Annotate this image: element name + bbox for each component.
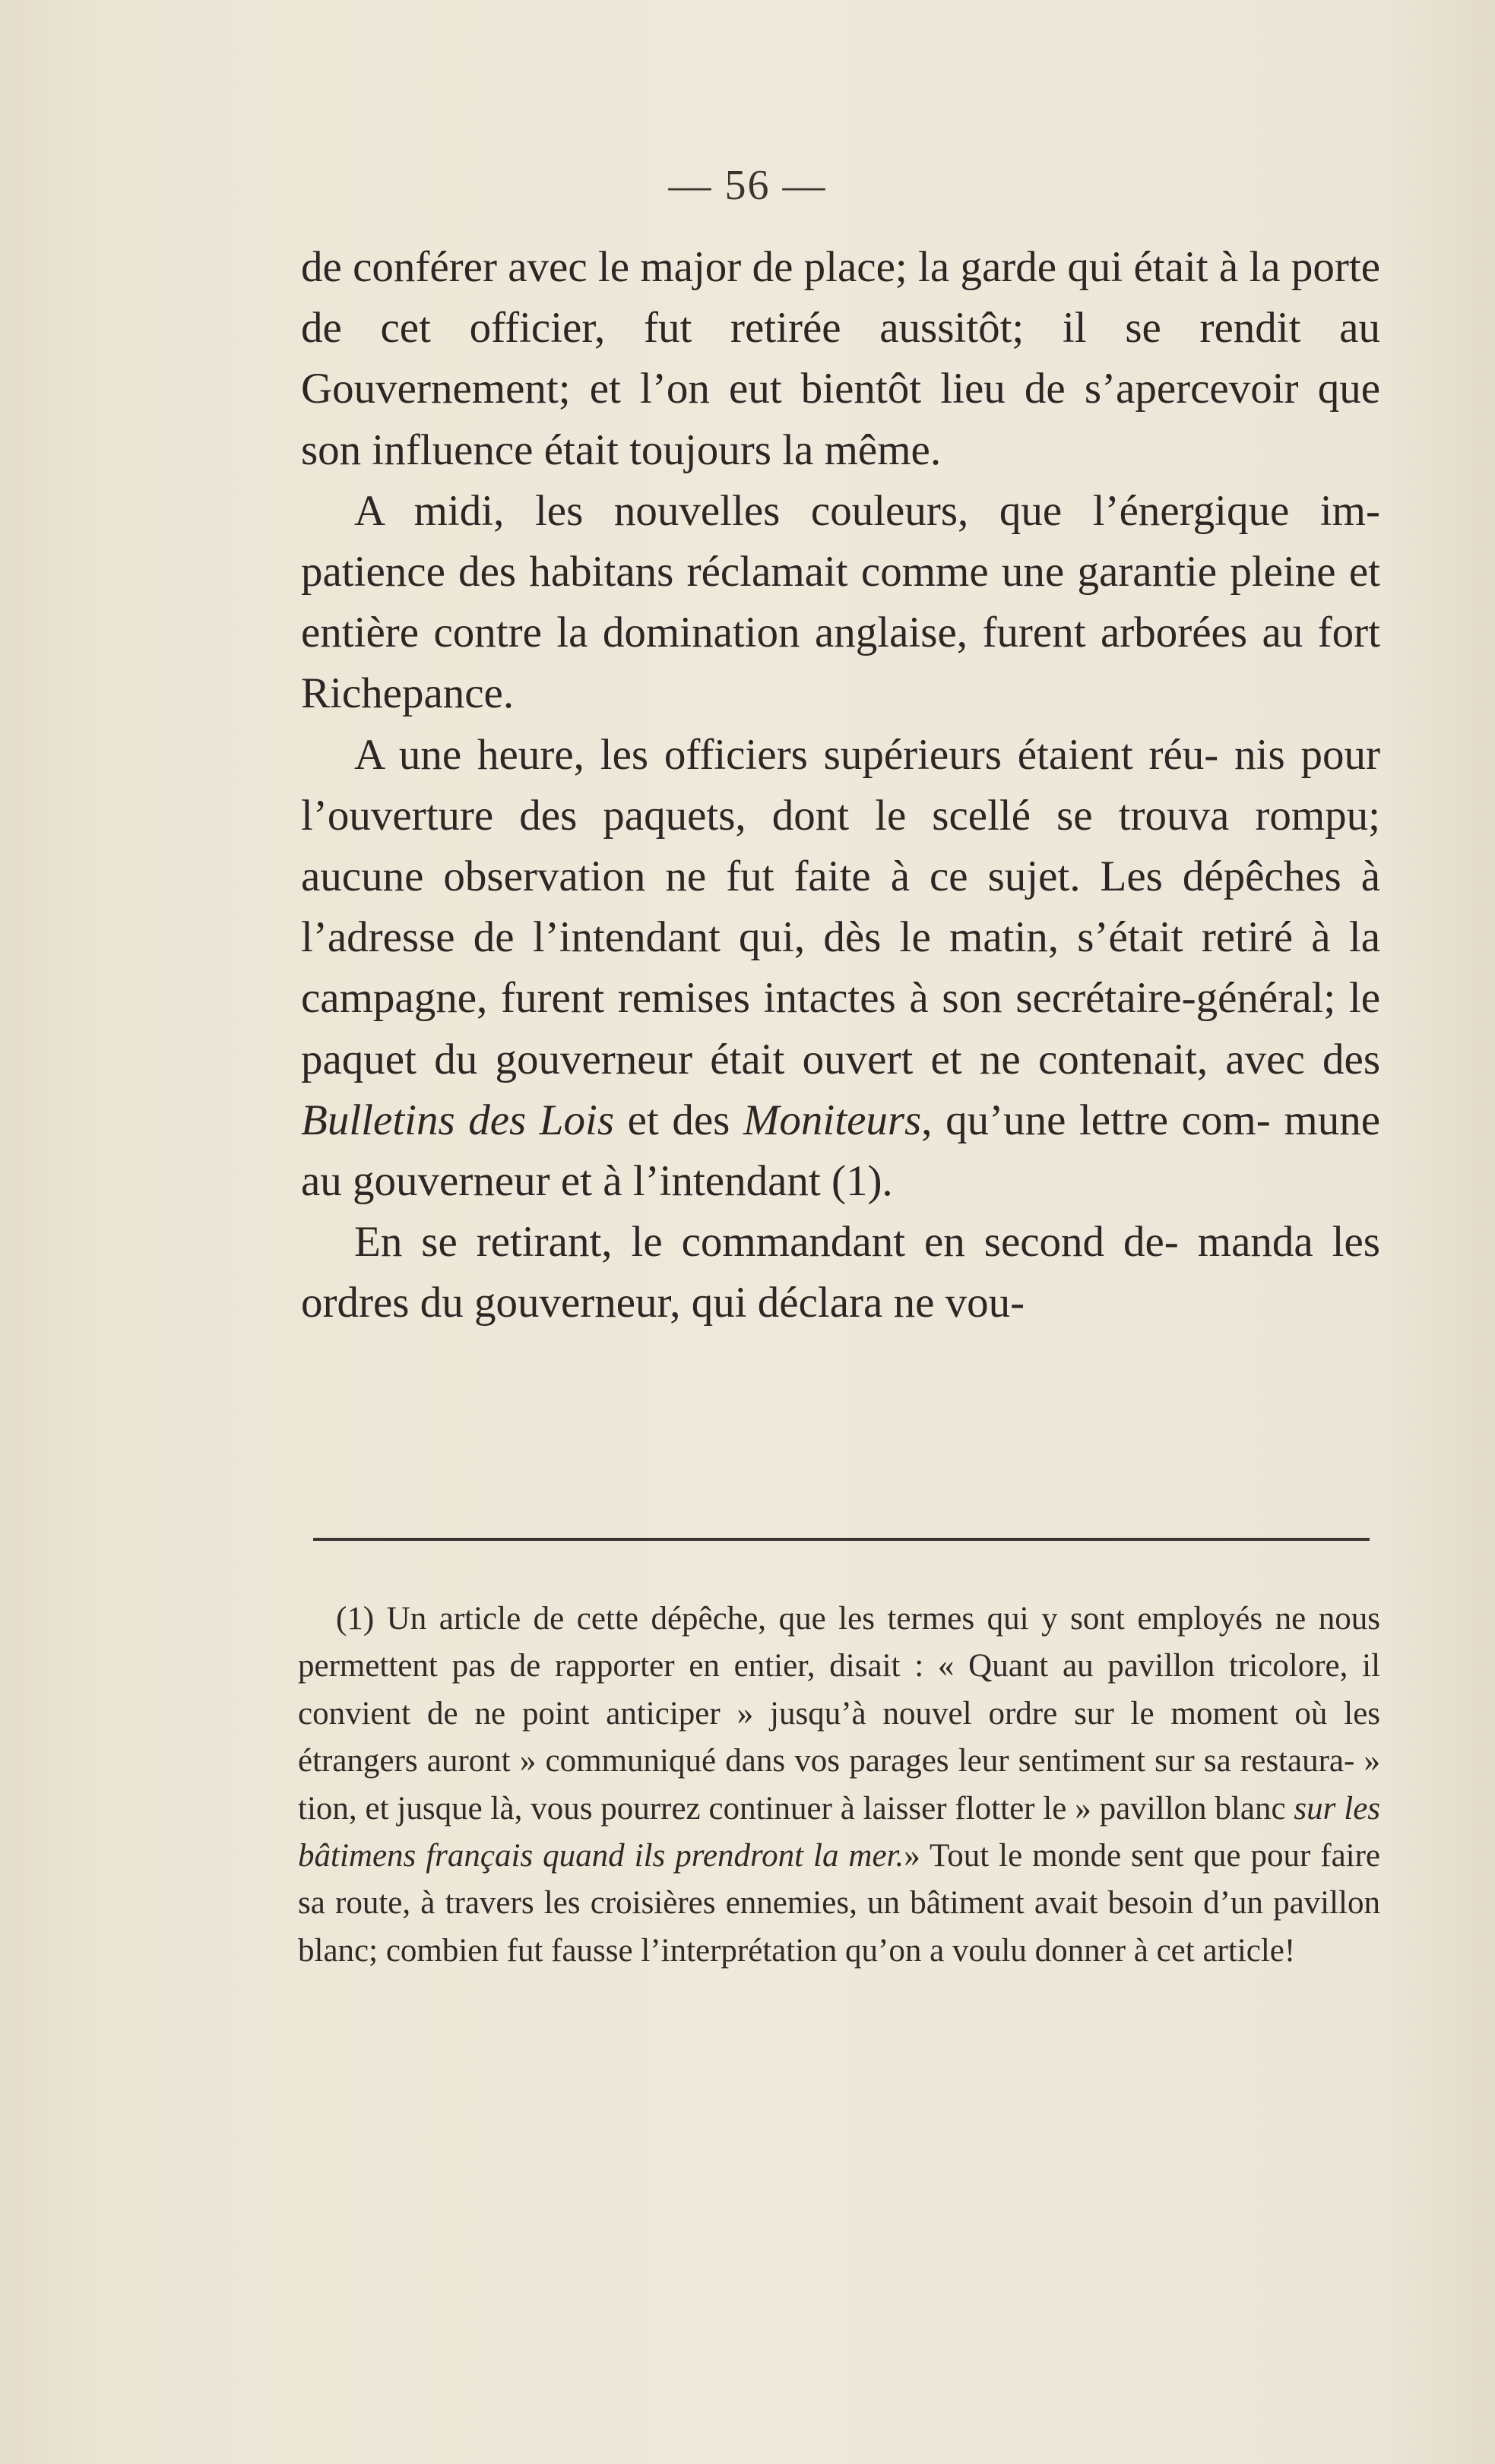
footnote-line: » tion, et jusque là, vous pourrez continuer à laisser flotter le: [298, 1743, 1381, 1827]
footnote-divider: [313, 1538, 1370, 1541]
text-line: dès le matin, s’était retiré à la campagne, furent: [301, 913, 1380, 1023]
italic-title-bulletins: Bulletins des Lois: [301, 1096, 615, 1144]
footnote-line: Tout le monde sent que pour faire sa route, à travers les croisières: [298, 1838, 1381, 1922]
footnote-line: » jusqu’à nouvel ordre sur le moment où les étrangers auront: [298, 1695, 1381, 1779]
footnote-line: (1) Un article de cette dépêche, que les termes qui y sont: [336, 1601, 1125, 1637]
text-line: du gouverneur était ouvert et ne contenait, avec des: [434, 1035, 1381, 1083]
text-line: patience des habitans réclamait comme une garantie: [301, 548, 1218, 596]
text-line: A une heure, les officiers supérieurs étaient réu-: [354, 730, 1219, 779]
footnote-italic-quote: sur les bâtimens français quand ils prendront la mer.: [298, 1790, 1381, 1874]
text-line: il se rendit au Gouvernement; et l’on eut bientôt: [301, 304, 1380, 413]
main-text: [301, 237, 1380, 1334]
text-line: nis pour l’ouverture des paquets, dont le scellé se: [301, 730, 1380, 840]
text-fragment: et des: [614, 1096, 743, 1144]
text-line: manda les ordres du gouverneur, qui déclara ne vou-: [301, 1218, 1380, 1327]
paragraph-2: [301, 481, 1380, 725]
footnote-fragment: »: [904, 1838, 920, 1874]
paragraph-4: [301, 1212, 1380, 1333]
footnote-paragraph: [298, 1596, 1380, 1975]
text-line: la même.: [782, 425, 942, 474]
footnote-fragment: » pavillon blanc: [1075, 1790, 1294, 1827]
footnote-line: ennemies, un bâtiment avait besoin d’un pavillon blanc; combien: [298, 1885, 1381, 1969]
paragraph-1: [301, 237, 1380, 481]
paragraph-3: [301, 725, 1380, 1213]
text-fragment: , qu’une lettre com-: [921, 1096, 1271, 1144]
text-line: En se retirant, le commandant en second de-: [354, 1218, 1179, 1267]
text-line: était à la porte de cet officier, fut retirée aussitôt;: [301, 243, 1380, 353]
text-line: remises intactes à son secrétaire-général; le paquet: [301, 974, 1381, 1083]
page-number: — 56 —: [668, 162, 827, 209]
text-line: trouva rompu; aucune observation ne fut faite à ce: [301, 791, 1380, 901]
text-line: mune au gouverneur et à l’intendant (1).: [301, 1096, 1380, 1206]
footnote: [298, 1596, 1380, 1975]
text-line: pleine et entière contre la domination anglaise,: [301, 548, 1380, 657]
footnote-line: « Quant au pavillon tricolore, il convient de ne point anticiper: [298, 1648, 1381, 1732]
text-line: sujet. Les dépêches à l’adresse de l’intendant qui,: [301, 852, 1380, 962]
footnote-line: employés ne nous permettent pas de rapporter en entier, disait :: [298, 1601, 1380, 1684]
italic-title-moniteurs: Moniteurs: [743, 1096, 922, 1144]
footnote-line: » communiqué dans vos parages leur sentiment sur sa restaura-: [519, 1743, 1355, 1779]
text-line: de conférer avec le major de place; la garde qui: [301, 243, 1123, 291]
text-line: A midi, les nouvelles couleurs, que l’énergique im-: [354, 486, 1380, 535]
footnote-line: fut fausse l’interprétation qu’on a voulu donner à cet article!: [506, 1932, 1296, 1969]
text-line: lieu de s’apercevoir que son influence était toujours: [301, 365, 1381, 474]
text-line: furent arborées au fort Richepance.: [301, 609, 1380, 718]
